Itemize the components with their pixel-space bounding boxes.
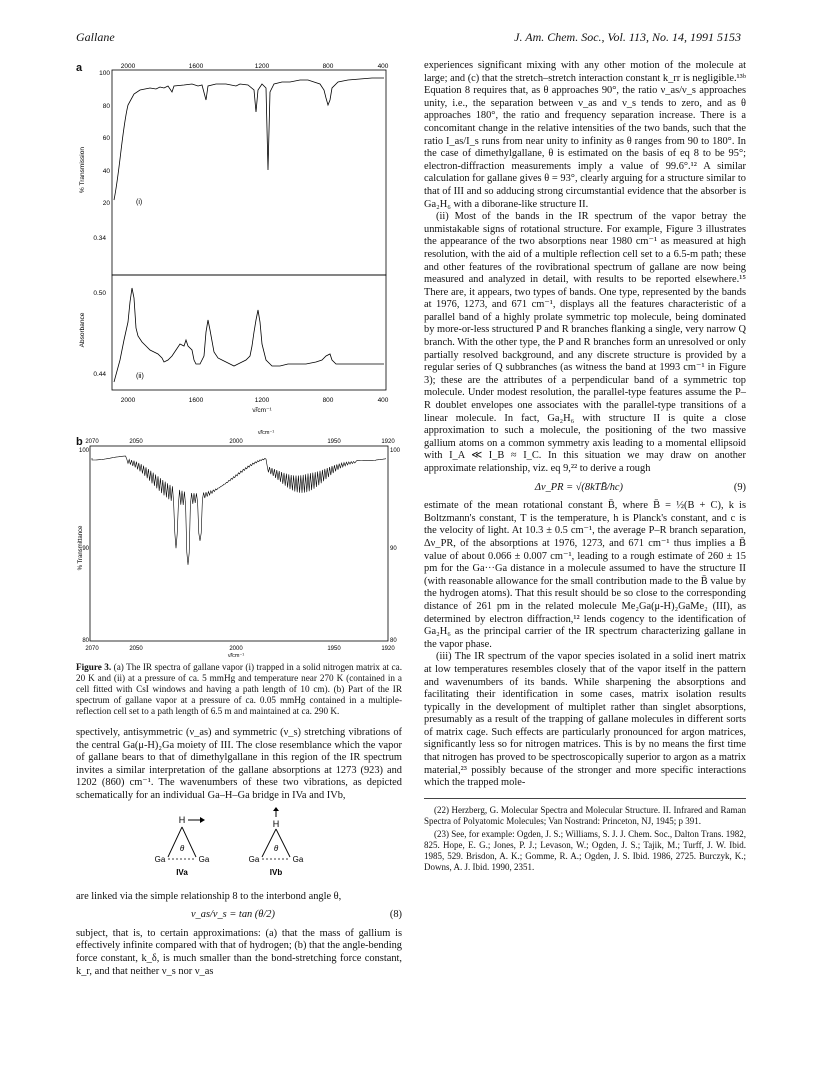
left-paragraph-1: spectively, antisymmetric (ν_as) and symmetric (ν_s) stretching vibrations of the central Ga(μ-H)₂Ga moiety of III. The close resemblance which the vapor of gallane bears to that of dimethylgallane in this region of the IR spectrum invites a similar interpretation of the gallane absorptions at 1273 (923) and 1202 (860) cm⁻¹. The wavenumbers of these two vibrations, as depicted schematically for an individual Ga–H–Ga bridge in IVa and IVb, (76, 727, 402, 801)
struct-a-theta: θ (179, 843, 185, 853)
a-top-tick: 800 (322, 63, 334, 70)
spectrum-a-upper (114, 78, 384, 200)
a-bottom-tick: 1200 (254, 397, 270, 404)
left-paragraph-2: are linked via the simple relationship 8 to the interbond angle θ, (76, 890, 342, 902)
struct-a-Ga-left: Ga (154, 854, 166, 864)
b-right-ytick: 90 (390, 546, 397, 552)
a-upper-ytick: 20 (102, 200, 110, 207)
b-top-tick: 2000 (229, 439, 243, 445)
equation-9-body: Δν_PR = √(8kTB̄/hc) (534, 481, 623, 493)
a-lower-ytick: 0.44 (93, 371, 106, 378)
reference-23: (23) See, for example: Ogden, J. S.; Williams, S. J. J. Chem. Soc., Dalton Trans. 1982, 825. Hope, E. G.; Jones, P. J.; Levason, W.; Ogden, J. S.; Tajik, M.; Turff, J. W. Ibid. 1985, 529. Brisdon, A. K.; Gomme, R. A.; Ogden, J. S. Ibid. 1986, 2725. Burczyk, K.; Downs, A. J. Ibid. 1990, 2351. (424, 829, 746, 872)
a-lower-ytick: 0.34 (93, 235, 106, 242)
structure-diagrams (76, 807, 402, 889)
a-upper-ytick: 100 (99, 70, 110, 77)
b-top-tick: 1920 (381, 439, 395, 445)
plot-b-frame (90, 446, 388, 641)
b-bottom-tick: 1950 (327, 646, 341, 652)
spectrum-a-lower (114, 288, 384, 382)
running-header-title: Gallane (76, 30, 115, 44)
running-header-journal: J. Am. Chem. Soc., Vol. 113, No. 14, 1991 5153 (514, 30, 741, 44)
b-left-ytick: 80 (82, 638, 89, 644)
a-lower-tag: (ii) (136, 373, 144, 380)
panel-a-label: a (76, 62, 83, 74)
a-bottom-tick: 400 (377, 397, 389, 404)
left-paragraph-3: subject, that is, to certain approximations: (a) that the mass of gallium is effectively infinite compared with that of hydrogen; (b) that the angle-bending force constant, k_δ, is much smaller than the bond-stretching force constant, k_r, and that neither ν_s nor ν_as (76, 927, 402, 977)
a-lower-ytick: 0.50 (93, 290, 106, 297)
right-column (424, 60, 746, 876)
struct-b-H: H (272, 818, 280, 829)
b-left-ytick: 100 (78, 448, 89, 454)
right-paragraph-2: (ii) Most of the bands in the IR spectrum of the vapor betray the unmistakable signs of rotational structure. For example, Figure 3 illustrates the appearance of the two absorptions near 1980 cm⁻¹ as measured at high resolution, with the aid of a multiple reflection cell set to a 6.5-m path; these and other features of the rovibrational spectrum of gallane are now being measured and analyzed in detail, with results to be reported elsewhere.¹⁵ There are, it appears, two types of bands. One type, represented by the bands at 1976, 1273, and 671 cm⁻¹, displays all the features characteristic of a parallel band of a highly prolate symmetric top molecule, being dominated by more-or-less structured P and R branches flanking a single, very narrow Q branch. With the other type, the P and R branches form an unresolved or only partially resolved background, and any discrete structure is provided by a regular series of Q subbranches (as witness the band at 1993 cm⁻¹ in Figure 3); these are the attributes of a perpendicular band of a symmetric top molecule. Under modest resolution, the parallel-type features assume the P–R doublet envelopes one associates with the parallel-type transitions of a linear molecule. In fact, Ga₂H₆ with structure II is quite a close approximation to such a molecule, the positioning of the two massive gallium atoms on a common symmetry axis leading to a momental ellipsoid with I_A ≪ I_B ≈ I_C. In this situation we may draw on another approximate relationship, viz. eq 9,²² to derive a rough (424, 211, 746, 474)
a-upper-ytick: 80 (102, 103, 110, 110)
b-bottom-tick: 1920 (381, 646, 395, 652)
a-xlabel: ν̃/cm⁻¹ (252, 407, 272, 414)
figure-caption (76, 662, 402, 717)
b-right-ytick: 100 (390, 448, 401, 454)
figure-3a (76, 60, 402, 430)
panel-b-label: b (76, 436, 83, 448)
b-right-ytick: 80 (390, 638, 397, 644)
b-left-ytick: 90 (82, 546, 89, 552)
b-top-tick: 1950 (327, 439, 341, 445)
equation-8 (76, 909, 402, 922)
caption-label: Figure 3. (76, 662, 112, 672)
a-lower-ylabel: Absorbance (79, 312, 86, 348)
equation-9 (424, 482, 746, 495)
struct-b-label: IVb (269, 867, 283, 877)
caption-text: (a) The IR spectra of gallane vapor (i) trapped in a solid nitrogen matrix at ca. 20 K and (ii) at a pressure of ca. 5 mmHg and temperature near 270 K (contained in a cell fitted with CsI windows and having a path length of 10 cm). (b) Part of the IR spectrum of gallane vapor at a pressure of ca. 0.05 mmHg contained in a multiple-reflection cell set to a path length of 6.5 m and maintained at ca. 290 K. (76, 662, 402, 716)
reference-22: (22) Herzberg, G. Molecular Spectra and Molecular Structure. II. Infrared and Raman Spectra of Polyatomic Molecules; Van Nostrand: Princeton, NJ, 1945; p 391. (424, 804, 746, 826)
right-paragraph-3: estimate of the mean rotational constant B̄, where B̄ = ½(B + C), k is Boltzmann's constant, T is the temperature, h is Planck's constant, and c is the velocity of light. At 10.3 ± 0.5 cm⁻¹, the average P–R branch separation, Δν_PR, of the absorptions at 1976, 1273, and 671 cm⁻¹ thus implies a B̄ value of about 0.066 ± 0.007 cm⁻¹, leading to a rough estimate of 260 ± 15 pm for the Ga···Ga distance in a molecule assumed to have the structure II (with reasonable allowance for the small contribution made to the B̄ value by the hydrogen atoms). That this result should be so close to the corresponding distance of 261 pm in the related molecule Me₂Ga(μ-H)₂GaMe₂ (III), as determined by electron diffraction,¹² lends cogency to the identification of Ga₂H₆ as the principal carrier of the IR spectrum characterizing gallane in the vapor phase. (424, 500, 746, 650)
b-xlabel: ν̃/cm⁻¹ (227, 653, 245, 659)
b-top-tick: 2070 (85, 439, 99, 445)
a-top-tick: 1600 (188, 63, 204, 70)
figure-3b (76, 428, 402, 660)
a-upper-ytick: 40 (102, 168, 110, 175)
struct-b-theta: θ (273, 843, 279, 853)
a-top-tick: 1200 (254, 63, 270, 70)
right-paragraph-4: (iii) The IR spectrum of the vapor species isolated in a solid inert matrix at low temperatures resembles closely that of the vapor itself in the pattern and wavenumbers of its bands. While sharpening the absorptions and facilitating their identification in some cases, matrix isolation results typically in the development of multiplet rather than singlet absorptions, presumably as a result of the trapping of gallane molecules in different sorts of matrix cage. Such effects are particularly pronounced for argon matrices, significantly less so for nitrogen matrices. This is by no means the first time that nitrogen has proved to be spectroscopically superior to argon as a matrix material,²³ possibly because of the stronger and more specific interactions which the trapped mole- (424, 651, 746, 789)
a-bottom-tick: 2000 (120, 397, 136, 404)
a-upper-ytick: 60 (102, 135, 110, 142)
a-top-tick: 400 (377, 63, 389, 70)
left-column (76, 662, 402, 978)
a-upper-ylabel: % Transmission (79, 147, 86, 193)
struct-a-H: H (178, 814, 186, 825)
struct-a-label: IVa (176, 867, 188, 877)
structure-iva (155, 815, 210, 877)
a-bottom-tick: 800 (322, 397, 334, 404)
a-bottom-tick: 1600 (188, 397, 204, 404)
plot-a-lower-frame (112, 275, 386, 390)
struct-b-Ga-left: Ga (248, 854, 260, 864)
plot-a-upper-frame (112, 70, 386, 275)
struct-b-Ga-right: Ga (292, 854, 304, 864)
equation-8-body: ν_as/ν_s = tan (θ/2) (190, 909, 275, 921)
b-bottom-tick: 2070 (85, 646, 99, 652)
spectrum-b (92, 456, 386, 565)
equation-9-number: (9) (733, 481, 746, 493)
right-paragraph-1: experiences significant mixing with any other motion of the molecule at large; and (c) that the stretch–stretch interaction constant k_rr is negligible.¹³ᵇ Equation 8 requires that, as θ approaches 90°, the ratio ν_as/ν_s approaches unity, i.e., the separation between ν_as and ν_s tends to zero, and as θ approaches 180°, the ratio and frequency separation increase. There is a concomitant change in the relative intensities of the two bands, such that the ratio I_as/I_s runs from near unity to infinity as θ ranges from 90 to 180°. In the case of dimethylgallane, θ is estimated on the basis of eq 8 to be 95°; electron-diffraction measurements imply a value of 99.6°.¹² A similar calculation for gallane gives θ = 93°, clearly arguing for a structure similar to that of III and so adducing strong circumstantial evidence that the absorber is Ga₂H₆ with a diborane-like structure II. (424, 60, 746, 210)
b-top-tick: 2050 (129, 439, 143, 445)
b-bottom-tick: 2050 (129, 646, 143, 652)
b-ylabel: % Transmittance (78, 525, 84, 571)
b-top-unit: ν̃/cm⁻¹ (257, 430, 275, 436)
a-top-tick: 2000 (120, 63, 136, 70)
a-upper-tag: (i) (136, 199, 143, 206)
struct-a-Ga-right: Ga (198, 854, 210, 864)
b-bottom-tick: 2000 (229, 646, 243, 652)
structure-ivb (249, 807, 304, 877)
equation-8-number: (8) (389, 909, 402, 921)
references (424, 798, 746, 873)
